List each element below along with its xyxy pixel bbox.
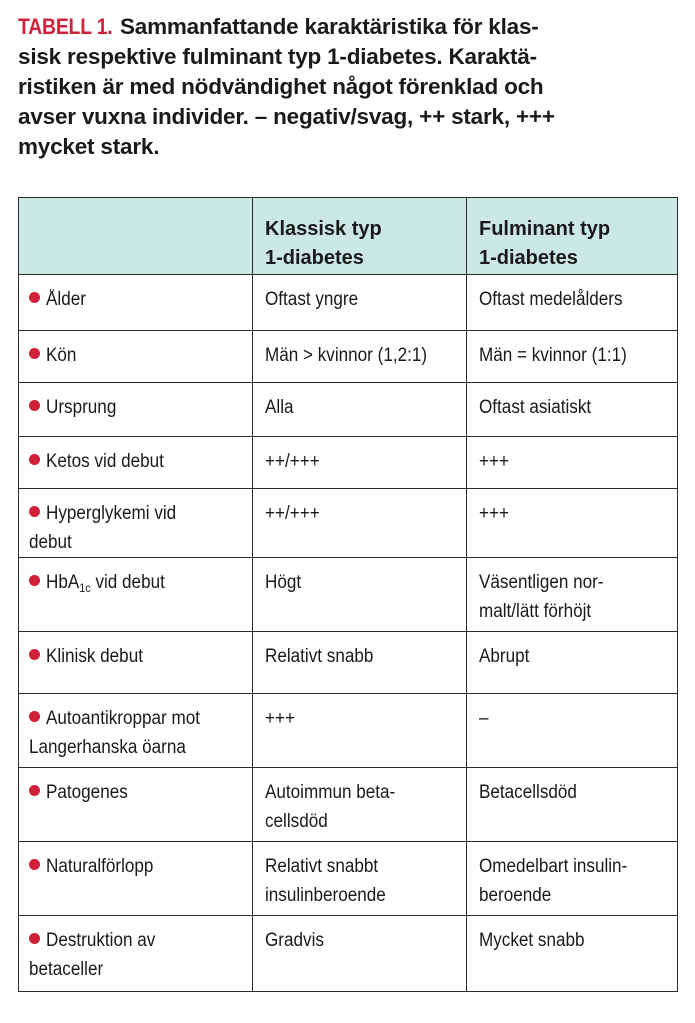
classic-cell bbox=[253, 383, 467, 437]
fulminant-value: Oftast medelålders bbox=[479, 289, 623, 310]
fulminant-value: Väsentligen nor- bbox=[479, 572, 604, 593]
bullet-dot-icon bbox=[29, 785, 40, 796]
feature-label: Ursprung bbox=[46, 397, 117, 418]
header-fulminant-line1: Fulminant typ bbox=[479, 218, 611, 240]
bullet-dot-icon bbox=[29, 859, 40, 870]
bullet-dot-icon bbox=[29, 711, 40, 722]
classic-value: Oftast yngre bbox=[265, 289, 359, 310]
classic-cell bbox=[253, 842, 467, 916]
classic-cell bbox=[253, 558, 467, 632]
fulminant-cell bbox=[467, 331, 678, 383]
header-fulminant-line2: 1-diabetes bbox=[479, 247, 578, 269]
classic-value: Relativt snabbt bbox=[265, 856, 379, 877]
table-header-row bbox=[19, 198, 678, 275]
table-row bbox=[19, 331, 678, 383]
classic-value: Högt bbox=[265, 572, 302, 593]
table-row bbox=[19, 275, 678, 331]
fulminant-cell bbox=[467, 768, 678, 842]
feature-label: Kön bbox=[46, 345, 77, 366]
feature-label: Ålder bbox=[46, 289, 86, 310]
table-row bbox=[19, 632, 678, 694]
fulminant-value: Män = kvinnor (1:1) bbox=[479, 345, 627, 366]
classic-value: Autoimmun beta- bbox=[265, 782, 396, 803]
feature-cell bbox=[19, 489, 253, 558]
classic-cell bbox=[253, 489, 467, 558]
fulminant-cell bbox=[467, 383, 678, 437]
fulminant-value: beroende bbox=[479, 885, 552, 906]
caption-line-5: mycket stark. bbox=[18, 134, 160, 159]
feature-cell bbox=[19, 383, 253, 437]
caption-line-4: avser vuxna individer. – negativ/svag, ++ stark, +++ bbox=[18, 104, 555, 129]
feature-label: Patogenes bbox=[46, 782, 128, 803]
feature-label-post: vid debut bbox=[90, 572, 165, 593]
caption-line-1: Sammanfattande karaktäristika för klas- bbox=[119, 14, 539, 39]
header-fulminant bbox=[467, 198, 678, 275]
fulminant-cell bbox=[467, 916, 678, 992]
classic-value: ++/+++ bbox=[265, 503, 320, 524]
table-caption bbox=[18, 12, 668, 162]
classic-value: Alla bbox=[265, 397, 294, 418]
bullet-dot-icon bbox=[29, 400, 40, 411]
feature-cell bbox=[19, 694, 253, 768]
feature-label: Langerhanska öarna bbox=[29, 737, 186, 758]
fulminant-value: malt/lätt förhöjt bbox=[479, 601, 592, 622]
feature-label: Naturalförlopp bbox=[46, 856, 154, 877]
fulminant-value: +++ bbox=[479, 503, 509, 524]
table-row bbox=[19, 768, 678, 842]
fulminant-value: Betacellsdöd bbox=[479, 782, 577, 803]
fulminant-cell bbox=[467, 558, 678, 632]
bullet-dot-icon bbox=[29, 933, 40, 944]
header-classic bbox=[253, 198, 467, 275]
header-empty-cell bbox=[19, 198, 253, 275]
fulminant-value: Omedelbart insulin- bbox=[479, 856, 628, 877]
feature-cell bbox=[19, 331, 253, 383]
feature-label: Autoantikroppar mot bbox=[46, 708, 200, 729]
classic-cell bbox=[253, 437, 467, 489]
fulminant-value: – bbox=[479, 708, 489, 729]
table-row bbox=[19, 916, 678, 992]
feature-label: Klinisk debut bbox=[46, 646, 143, 667]
header-classic-line2: 1-diabetes bbox=[265, 247, 364, 269]
feature-cell bbox=[19, 632, 253, 694]
feature-cell bbox=[19, 437, 253, 489]
classic-value: Gradvis bbox=[265, 930, 324, 951]
feature-cell bbox=[19, 558, 253, 632]
fulminant-cell bbox=[467, 437, 678, 489]
fulminant-value: Oftast asiatiskt bbox=[479, 397, 592, 418]
fulminant-cell bbox=[467, 842, 678, 916]
header-classic-line1: Klassisk typ bbox=[265, 218, 382, 240]
fulminant-cell bbox=[467, 694, 678, 768]
classic-value: ++/+++ bbox=[265, 451, 320, 472]
table-row bbox=[19, 694, 678, 768]
classic-value: Män > kvinnor (1,2:1) bbox=[265, 345, 428, 366]
feature-label-pre: HbA bbox=[46, 572, 80, 593]
table-row bbox=[19, 489, 678, 558]
feature-label: Hyperglykemi vid bbox=[46, 503, 177, 524]
bullet-dot-icon bbox=[29, 454, 40, 465]
table-row bbox=[19, 437, 678, 489]
table-row bbox=[19, 842, 678, 916]
classic-cell bbox=[253, 632, 467, 694]
fulminant-cell bbox=[467, 632, 678, 694]
fulminant-value: +++ bbox=[479, 451, 509, 472]
bullet-dot-icon bbox=[29, 575, 40, 586]
feature-cell bbox=[19, 916, 253, 992]
feature-label: betaceller bbox=[29, 959, 104, 980]
fulminant-value: Mycket snabb bbox=[479, 930, 585, 951]
classic-value: +++ bbox=[265, 708, 295, 729]
feature-cell bbox=[19, 768, 253, 842]
feature-label: Destruktion av bbox=[46, 930, 156, 951]
comparison-table bbox=[18, 197, 678, 992]
fulminant-value: Abrupt bbox=[479, 646, 530, 667]
feature-label-subscript: 1c bbox=[79, 581, 91, 595]
classic-value: insulinberoende bbox=[265, 885, 386, 906]
feature-cell bbox=[19, 275, 253, 331]
caption-line-3: ristiken är med nödvändighet något förenklad och bbox=[18, 74, 544, 99]
classic-value: Relativt snabb bbox=[265, 646, 374, 667]
bullet-dot-icon bbox=[29, 348, 40, 359]
feature-cell bbox=[19, 842, 253, 916]
table-label: TABELL 1. bbox=[18, 14, 113, 39]
bullet-dot-icon bbox=[29, 506, 40, 517]
bullet-dot-icon bbox=[29, 292, 40, 303]
classic-cell bbox=[253, 694, 467, 768]
bullet-dot-icon bbox=[29, 649, 40, 660]
classic-cell bbox=[253, 331, 467, 383]
classic-value: cellsdöd bbox=[265, 811, 328, 832]
fulminant-cell bbox=[467, 275, 678, 331]
classic-cell bbox=[253, 275, 467, 331]
feature-label bbox=[46, 568, 165, 597]
feature-label: debut bbox=[29, 532, 72, 553]
feature-label: Ketos vid debut bbox=[46, 451, 164, 472]
fulminant-cell bbox=[467, 489, 678, 558]
table-row bbox=[19, 383, 678, 437]
classic-cell bbox=[253, 916, 467, 992]
table-row bbox=[19, 558, 678, 632]
caption-line-2: sisk respektive fulminant typ 1-diabetes. Karaktä- bbox=[18, 44, 537, 69]
classic-cell bbox=[253, 768, 467, 842]
